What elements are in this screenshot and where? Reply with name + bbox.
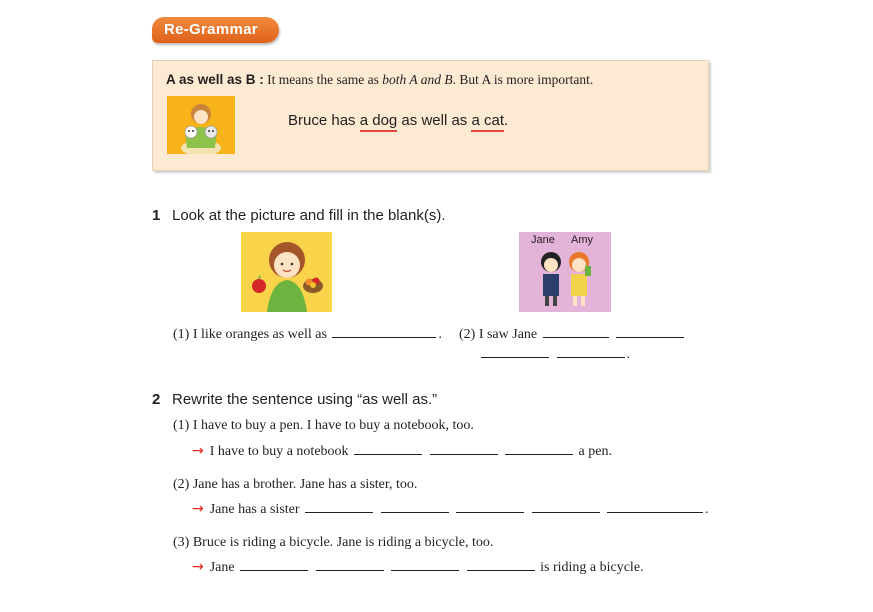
answer-blank[interactable] — [305, 511, 373, 513]
s2-prompt-1: (1) I have to buy a pen. I have to buy a notebook, too. — [173, 418, 474, 433]
girl-fruit-illustration — [241, 232, 332, 312]
s1-question-1: (1) I like oranges as well as . — [173, 327, 442, 342]
section1-number: 1 — [152, 207, 161, 224]
grammar-title: A as well as B : — [166, 72, 264, 87]
section1-instruction: Look at the picture and fill in the blank(s). — [172, 207, 446, 224]
answer-blank[interactable] — [481, 356, 549, 358]
answer-blank[interactable] — [332, 336, 436, 338]
answer-blank[interactable] — [391, 569, 459, 571]
arrow-icon: → — [192, 559, 204, 575]
s1-question-2-cont: . — [479, 347, 630, 363]
answer-blank[interactable] — [543, 336, 609, 338]
answer-blank[interactable] — [381, 511, 449, 513]
answer-blank[interactable] — [467, 569, 535, 571]
section2-number: 2 — [152, 391, 161, 408]
s2-answer-3: → Jane is riding a bicycle. — [192, 559, 644, 575]
section2-heading — [152, 391, 437, 408]
s1-question-2 — [459, 327, 686, 343]
section2-instruction: Rewrite the sentence using “as well as.” — [172, 391, 438, 408]
answer-blank[interactable] — [430, 453, 498, 455]
q2-label: (2) I saw Jane — [459, 327, 538, 342]
section1-heading — [152, 207, 446, 224]
answer-blank[interactable] — [456, 511, 524, 513]
answer-blank[interactable] — [316, 569, 384, 571]
answer-blank[interactable] — [505, 453, 573, 455]
answer-blank[interactable] — [607, 511, 703, 513]
s2-prompt-3: (3) Bruce is riding a bicycle. Jane is riding a bicycle, too. — [173, 535, 494, 550]
q1-label: (1) I like oranges as well as — [173, 327, 327, 342]
section-tab: Re-Grammar — [152, 17, 279, 43]
arrow-icon: → — [192, 443, 204, 459]
grammar-explanation: It means the same as both A and B. But A is more important. — [267, 72, 594, 87]
answer-blank[interactable] — [616, 336, 684, 338]
s2-answer-1: → I have to buy a notebook a pen. — [192, 443, 612, 459]
bruce-pets-illustration — [167, 96, 235, 154]
grammar-example: Bruce has a dog as well as a cat. — [288, 112, 508, 129]
name-amy: Amy — [571, 234, 593, 246]
answer-blank[interactable] — [532, 511, 600, 513]
answer-blank[interactable] — [240, 569, 308, 571]
arrow-icon: → — [192, 501, 204, 517]
s2-prompt-2: (2) Jane has a brother. Jane has a sister, too. — [173, 477, 418, 492]
answer-blank[interactable] — [557, 356, 625, 358]
answer-blank[interactable] — [354, 453, 422, 455]
grammar-rule — [166, 72, 593, 88]
jane-amy-illustration — [519, 232, 611, 312]
s2-answer-2: → Jane has a sister . — [192, 501, 709, 517]
name-jane: Jane — [531, 234, 555, 246]
